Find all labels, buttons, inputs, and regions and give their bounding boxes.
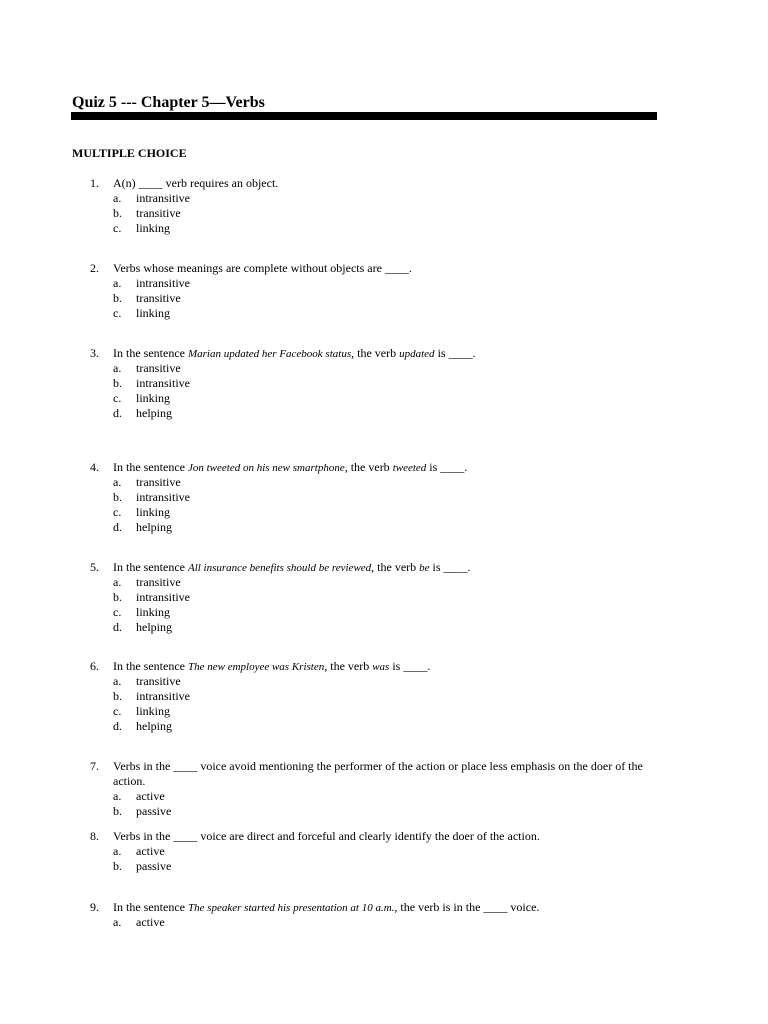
option-label: helping [136, 620, 172, 634]
option-letter: a. [113, 361, 122, 375]
question-text [113, 659, 663, 675]
option-label: intransitive [136, 490, 190, 504]
question-text-segment: , the verb [344, 460, 393, 474]
question-text-segment: In the sentence [113, 900, 188, 914]
question-text-segment: , the verb [351, 346, 400, 360]
question-number: 8. [90, 829, 99, 843]
question-number: 4. [90, 460, 99, 474]
option-letter: b. [113, 859, 122, 873]
option-letter: c. [113, 605, 122, 619]
option-label: transitive [136, 575, 181, 589]
question-number: 1. [90, 176, 99, 190]
option-label: linking [136, 306, 171, 320]
question-text [113, 176, 663, 191]
option-letter: a. [113, 844, 122, 858]
question-text-segment: In the sentence [113, 659, 188, 673]
question-text-segment: In the sentence [113, 560, 188, 574]
question-text-italic: The speaker started his presentation at 10 a.m. [187, 902, 395, 914]
option-label: transitive [136, 291, 181, 305]
question-text [113, 829, 663, 844]
option-letter: b. [113, 291, 122, 305]
question-text [113, 346, 663, 362]
question-text [113, 460, 663, 476]
quiz-title: Quiz 5 --- Chapter 5—Verbs [72, 94, 265, 111]
option-label: passive [136, 804, 172, 818]
option-letter: a. [113, 575, 122, 589]
question-text-italic: was [372, 661, 390, 673]
option-label: linking [136, 221, 171, 235]
option-label: active [136, 789, 165, 803]
option-letter: a. [113, 915, 122, 929]
title-rule [71, 112, 657, 120]
option-label: helping [136, 520, 172, 534]
option-label: active [136, 844, 165, 858]
option-label: helping [136, 719, 172, 733]
option-label: linking [136, 605, 171, 619]
option-label: passive [136, 859, 172, 873]
option-label: helping [136, 406, 172, 420]
option-letter: b. [113, 206, 122, 220]
question-number: 7. [90, 759, 99, 773]
question-text-segment: Verbs whose meanings are complete without objects are ____. [113, 261, 412, 275]
option-letter: a. [113, 475, 122, 489]
option-letter: c. [113, 505, 122, 519]
option-letter: a. [113, 789, 122, 803]
option-letter: a. [113, 276, 122, 290]
option-label: linking [136, 505, 171, 519]
question-text-segment: is ____. [429, 560, 471, 574]
option-letter: b. [113, 804, 122, 818]
option-label: linking [136, 704, 171, 718]
question-text [113, 900, 663, 916]
option-label: transitive [136, 361, 181, 375]
option-letter: b. [113, 376, 122, 390]
question-text-segment: A(n) ____ verb requires an object. [113, 176, 279, 190]
question-text-italic: updated [399, 348, 435, 360]
question-text-italic: The new employee was Kristen [187, 661, 325, 673]
question-number: 9. [90, 900, 99, 914]
question-text-segment: , the verb is in the ____ voice. [394, 900, 540, 914]
option-letter: d. [113, 719, 122, 733]
option-label: linking [136, 391, 171, 405]
question-text-italic: be [419, 562, 430, 574]
option-letter: b. [113, 689, 122, 703]
option-letter: a. [113, 191, 122, 205]
option-label: intransitive [136, 376, 190, 390]
option-letter: d. [113, 520, 122, 534]
question-number: 5. [90, 560, 99, 574]
question-text-segment: is ____. [434, 346, 476, 360]
question-text-segment: , the verb [371, 560, 420, 574]
question-text-segment: Verbs in the ____ voice are direct and forceful and clearly identify the doer of the action. [113, 829, 540, 843]
question-number: 2. [90, 261, 99, 275]
question-text-italic: Marian updated her Facebook status [187, 348, 352, 360]
question-text-italic: Jon tweeted on his new smartphone [187, 462, 345, 474]
option-label: intransitive [136, 590, 190, 604]
option-letter: a. [113, 674, 122, 688]
option-letter: b. [113, 490, 122, 504]
question-text [113, 560, 663, 576]
question-text [113, 759, 663, 789]
option-label: intransitive [136, 191, 190, 205]
option-label: transitive [136, 206, 181, 220]
question-text-segment: In the sentence [113, 346, 188, 360]
question-number: 3. [90, 346, 99, 360]
option-letter: c. [113, 306, 122, 320]
option-label: transitive [136, 674, 181, 688]
option-label: transitive [136, 475, 181, 489]
option-label: intransitive [136, 689, 190, 703]
question-text-segment: is ____. [389, 659, 431, 673]
question-text-segment: is ____. [426, 460, 468, 474]
option-label: active [136, 915, 165, 929]
option-letter: b. [113, 590, 122, 604]
question-text-segment: , the verb [324, 659, 373, 673]
option-letter: c. [113, 704, 122, 718]
option-letter: d. [113, 406, 122, 420]
option-label: intransitive [136, 276, 190, 290]
question-number: 6. [90, 659, 99, 673]
question-text-italic: All insurance benefits should be reviewed [187, 562, 372, 574]
question-text-italic: tweeted [392, 462, 427, 474]
question-text-segment: In the sentence [113, 460, 188, 474]
option-letter: d. [113, 620, 122, 634]
question-text-segment: Verbs in the ____ voice avoid mentioning the performer of the action or place less emphasis on the doer of the action. [113, 759, 643, 788]
option-letter: c. [113, 221, 122, 235]
question-text [113, 261, 663, 276]
option-letter: c. [113, 391, 122, 405]
section-heading: MULTIPLE CHOICE [72, 146, 187, 160]
